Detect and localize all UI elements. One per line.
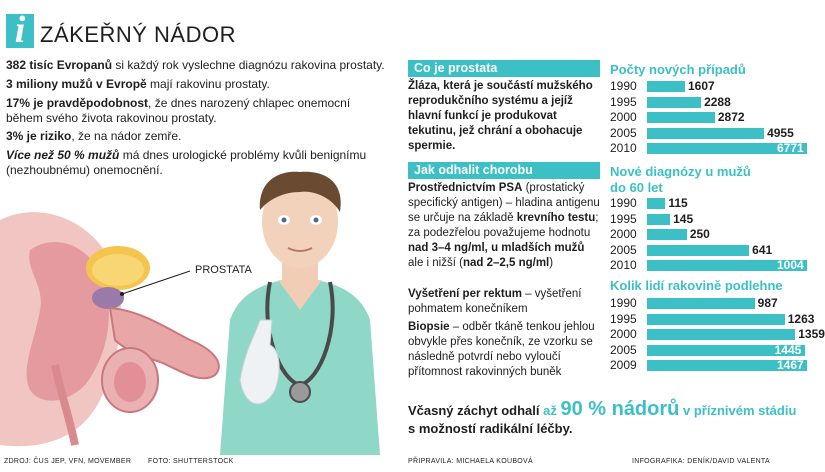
chart-2-value-label: 1004 <box>777 258 804 273</box>
info-logo-icon: i <box>14 9 26 51</box>
prostata-label: PROSTATA <box>195 264 252 276</box>
detect-psa <box>408 181 602 271</box>
detect-biopsie <box>408 320 602 380</box>
chart-3-row <box>610 296 800 310</box>
cta-part2: s možností radikální léčby. <box>408 421 573 436</box>
prostate-organ <box>92 287 124 309</box>
fact-3 <box>6 96 390 126</box>
fact-2-bold: 3 miliony mužů v Evropě <box>6 77 147 91</box>
source-credit: ZDROJ: ČUS JEP, VFN, MOVEMBER <box>4 458 132 465</box>
psa-bold-4: nad 2–2,5 ng/ml <box>462 257 550 269</box>
what-is-text: Žláza, která je součástí mužského reprodukčního systému a jejíž hlavní funkcí je produkovat tekutinu, jež chrání a obohacuje spermie. <box>408 80 593 152</box>
chart-2-row <box>610 258 804 273</box>
psa-bold-3: nad 3–4 ng/ml, u mladších mužů <box>408 242 585 254</box>
chart-2-row <box>610 227 800 241</box>
chart-2-category-label: 1990 <box>610 196 637 210</box>
chart-2-category-label: 2000 <box>610 227 637 242</box>
chart-3-value-label: 1467 <box>777 358 804 373</box>
chart-1-row <box>610 141 804 156</box>
fact-4-bold: 3% je riziko <box>6 129 72 143</box>
detect-heading: Jak odhalit chorobu <box>408 162 600 179</box>
chart-1-value-label: 1607 <box>687 79 715 93</box>
chart-2-category-label: 2005 <box>610 242 637 257</box>
chart-1-bar <box>647 97 701 108</box>
chart-2-value-label: 250 <box>689 227 710 242</box>
fact-3-bold: 17% je pravděpodobnost <box>6 96 149 110</box>
page-title: ZÁKEŘNÝ NÁDOR <box>40 22 236 47</box>
chart-1-value-label: 6771 <box>777 141 804 156</box>
chart-3-category-label: 2005 <box>610 342 637 357</box>
chart-1-category-label: 2010 <box>610 141 637 156</box>
chart-1-bar <box>647 81 685 92</box>
chart-2-row <box>610 212 800 226</box>
chart-3-category-label: 1995 <box>610 311 637 326</box>
chart-1-category-label: 1995 <box>610 94 637 109</box>
chart-3-row <box>610 343 800 357</box>
prepared-credit: PŘIPRAVILA: MICHAELA KOUBOVÁ <box>408 458 533 465</box>
chart-3-value-label: 1445 <box>774 342 802 357</box>
chart-1-row <box>610 126 800 140</box>
fact-4-text: , že na nádor zemře. <box>71 129 182 143</box>
fact-1 <box>6 58 390 73</box>
chart-3-bar <box>647 314 785 325</box>
bladder-inner <box>92 254 144 286</box>
chart-3-value-label: 1263 <box>787 311 815 326</box>
chart-2-bar <box>647 214 670 225</box>
rektum-bold: Vyšetření per rektum <box>408 288 522 300</box>
cta-big: 90 % nádorů <box>560 398 680 420</box>
biopsie-bold: Biopsie <box>408 321 450 333</box>
chart-2-value-label: 641 <box>752 242 773 257</box>
chart-1-bar <box>647 128 764 139</box>
chart-2-title: Nové diagnózy u mužů do 60 let <box>610 164 751 195</box>
testis-shape <box>114 362 146 402</box>
psa-bold: Prostřednictvím PSA <box>408 182 523 194</box>
chart-2-bar <box>647 245 749 256</box>
psa-text-3: ale i nižší ( <box>408 257 463 269</box>
chart-2-category-label: 1995 <box>610 211 637 226</box>
fact-2-text: mají rakovinu prostaty. <box>146 77 270 91</box>
doctor-photo <box>200 170 400 455</box>
chart-3-row <box>610 327 825 342</box>
chart-3-bar <box>647 298 755 309</box>
chart-1-row <box>610 110 800 124</box>
chart-3-value-label: 987 <box>757 296 778 310</box>
chart-2-bar <box>647 229 687 240</box>
biopsie-text: – odběr tkáně tenkou jehlou obvykle přes konečník, ze vzorku se následně potvrdí nebo vyloučí přítomnost rakovinných buněk <box>408 321 595 378</box>
chart-1-category-label: 1990 <box>610 79 637 93</box>
psa-text-1: (prostatický specifický antigen) – hladina antigenu se určuje na základě <box>408 182 600 224</box>
chart-1-row <box>610 79 800 93</box>
chart-3-category-label: 1990 <box>610 296 637 310</box>
chart-2-value-label: 115 <box>668 196 688 210</box>
chart-2-value-label: 145 <box>673 211 694 226</box>
chart-1-title: Počty nových případů <box>610 62 746 77</box>
fact-3-text: , že dnes narozený chlapec onemocní během svého života rakovinou prostaty. <box>6 96 351 125</box>
chart-2-row <box>610 196 800 210</box>
fact-1-bold: 382 tisíc Evropanů <box>6 58 113 72</box>
stethoscope-head <box>290 382 310 402</box>
fact-4 <box>6 129 390 144</box>
chart-1-value-label: 2872 <box>717 110 745 125</box>
early-detection-statement <box>408 400 798 438</box>
prostata-pointer-dot <box>120 292 124 296</box>
chart-1-category-label: 2005 <box>610 125 637 140</box>
psa-text-4: ) <box>549 257 554 269</box>
chart-3-category-label: 2000 <box>610 327 637 342</box>
chart-1-value-label: 2288 <box>704 94 731 109</box>
chart-3-value-label: 1359 <box>798 327 825 342</box>
chart-3-category-label: 2009 <box>610 358 637 373</box>
chart-1-bar <box>647 112 715 123</box>
cta-hl1: až <box>543 403 561 418</box>
chart-3-bar <box>647 329 795 340</box>
fact-5-bold: Více než 50 % mužů <box>6 148 120 162</box>
infographic-credit: INFOGRAFIKA: DENÍK/DAVID VALENTA <box>632 458 770 465</box>
left-pupil <box>282 218 287 223</box>
chart-3-row <box>610 358 804 373</box>
chart-3-title: Kolik lidí rakovině podlehne <box>610 278 783 293</box>
fact-1-text: si každý rok vyslechne diagnózu rakovina prostaty. <box>112 58 385 72</box>
fact-5-text: má dnes urologické problémy kvůli benignímu (nezhoubnému) onemocnění. <box>6 148 367 177</box>
rektum-text: – vyšetření pohmatem konečníkem <box>408 288 582 315</box>
chart-2-bar <box>647 198 665 209</box>
psa-bold-2: krevního testu <box>516 212 596 224</box>
cta-hl2: v příznivém stádiu <box>679 403 797 418</box>
cta-part1: Včasný záchyt odhalí <box>408 403 544 418</box>
chart-1-value-label: 4955 <box>767 125 794 140</box>
fact-2 <box>6 77 390 92</box>
detect-rektum <box>408 287 602 317</box>
psa-text-2: ; za podezřelou považujeme hodnotu <box>408 212 599 239</box>
right-pupil <box>314 218 319 223</box>
chart-1-row <box>610 95 800 109</box>
chart-2-row <box>610 243 800 257</box>
what-is-heading: Co je prostata <box>408 60 600 77</box>
chart-2-category-label: 2010 <box>610 258 637 273</box>
chart-1-category-label: 2000 <box>610 110 637 125</box>
photo-credit: FOTO: SHUTTERSTOCK <box>148 458 234 465</box>
chart-3-row <box>610 311 815 326</box>
